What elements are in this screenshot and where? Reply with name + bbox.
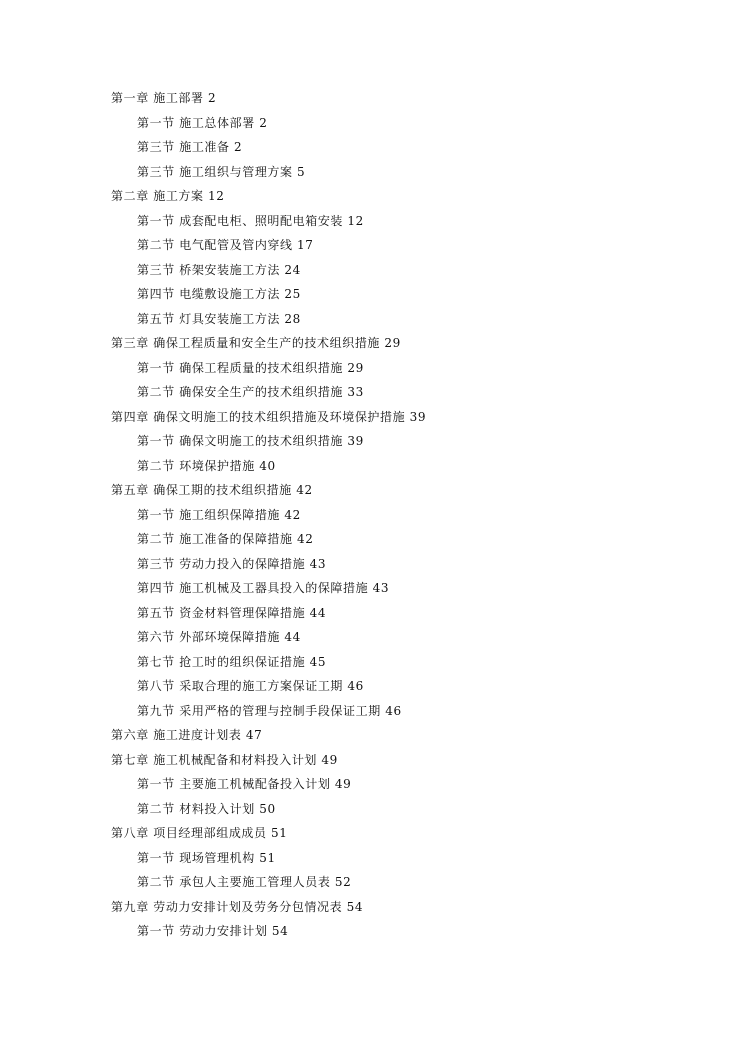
toc-entry-text: 第六章 施工进度计划表 47 — [111, 728, 263, 742]
toc-section-entry[interactable] — [0, 552, 744, 577]
toc-entry-text: 第四节 电缆敷设施工方法 25 — [137, 287, 301, 301]
toc-section-entry[interactable] — [0, 699, 744, 724]
toc-entry-text: 第一节 主要施工机械配备投入计划 49 — [137, 777, 352, 791]
toc-section-entry[interactable] — [0, 258, 744, 283]
toc-section-entry[interactable] — [0, 233, 744, 258]
toc-section-entry[interactable] — [0, 870, 744, 895]
toc-chapter-entry[interactable] — [0, 86, 744, 111]
toc-section-entry[interactable] — [0, 674, 744, 699]
toc-entry-text: 第三节 施工组织与管理方案 5 — [137, 164, 306, 179]
toc-chapter-entry[interactable] — [0, 184, 744, 209]
toc-entry-text: 第一节 确保文明施工的技术组织措施 39 — [137, 434, 364, 448]
toc-entry-text: 第二节 施工准备的保障措施 42 — [137, 532, 314, 546]
toc-entry-text: 第三章 确保工程质量和安全生产的技术组织措施 29 — [111, 336, 401, 350]
toc-section-entry[interactable] — [0, 135, 744, 160]
table-of-contents — [0, 86, 744, 944]
toc-entry-text: 第一节 现场管理机构 51 — [137, 850, 276, 865]
toc-entry-text: 第二章 施工方案 12 — [111, 189, 225, 203]
toc-section-entry[interactable] — [0, 429, 744, 454]
toc-entry-text: 第五节 灯具安装施工方法 28 — [137, 311, 301, 326]
toc-entry-text: 第八章 项目经理部组成成员 51 — [111, 826, 288, 840]
toc-entry-text: 第六节 外部环境保障措施 44 — [137, 630, 301, 644]
toc-entry-text: 第七章 施工机械配备和材料投入计划 49 — [111, 752, 338, 767]
toc-section-entry[interactable] — [0, 919, 744, 944]
toc-entry-text: 第三节 劳动力投入的保障措施 43 — [137, 556, 327, 571]
toc-section-entry[interactable] — [0, 772, 744, 797]
toc-entry-text: 第二节 材料投入计划 50 — [137, 801, 276, 816]
toc-section-entry[interactable] — [0, 601, 744, 626]
toc-section-entry[interactable] — [0, 356, 744, 381]
toc-entry-text: 第二节 电气配管及管内穿线 17 — [137, 238, 314, 252]
toc-chapter-entry[interactable] — [0, 723, 744, 748]
toc-entry-text: 第一章 施工部署 2 — [111, 91, 217, 105]
toc-section-entry[interactable] — [0, 625, 744, 650]
toc-entry-text: 第三节 施工准备 2 — [137, 140, 243, 154]
toc-entry-text: 第五章 确保工期的技术组织措施 42 — [111, 483, 313, 497]
toc-entry-text: 第二节 承包人主要施工管理人员表 52 — [137, 875, 352, 889]
toc-section-entry[interactable] — [0, 209, 744, 234]
toc-section-entry[interactable] — [0, 160, 744, 185]
toc-entry-text: 第一节 确保工程质量的技术组织措施 29 — [137, 360, 364, 375]
toc-section-entry[interactable] — [0, 454, 744, 479]
toc-chapter-entry[interactable] — [0, 405, 744, 430]
toc-entry-text: 第七节 抢工时的组织保证措施 45 — [137, 654, 327, 669]
toc-entry-text: 第一节 施工组织保障措施 42 — [137, 507, 301, 522]
toc-entry-text: 第一节 劳动力安排计划 54 — [137, 924, 289, 938]
toc-chapter-entry[interactable] — [0, 821, 744, 846]
toc-entry-text: 第一节 施工总体部署 2 — [137, 115, 268, 130]
toc-section-entry[interactable] — [0, 650, 744, 675]
toc-chapter-entry[interactable] — [0, 895, 744, 920]
toc-entry-text: 第三节 桥架安装施工方法 24 — [137, 262, 301, 277]
toc-chapter-entry[interactable] — [0, 331, 744, 356]
toc-entry-text: 第四章 确保文明施工的技术组织措施及环境保护措施 39 — [111, 409, 427, 424]
toc-entry-text: 第四节 施工机械及工器具投入的保障措施 43 — [137, 581, 390, 595]
toc-section-entry[interactable] — [0, 797, 744, 822]
toc-entry-text: 第二节 确保安全生产的技术组织措施 33 — [137, 385, 364, 399]
toc-chapter-entry[interactable] — [0, 748, 744, 773]
toc-section-entry[interactable] — [0, 380, 744, 405]
toc-chapter-entry[interactable] — [0, 478, 744, 503]
toc-section-entry[interactable] — [0, 282, 744, 307]
toc-entry-text: 第五节 资金材料管理保障措施 44 — [137, 605, 327, 620]
toc-section-entry[interactable] — [0, 846, 744, 871]
toc-section-entry[interactable] — [0, 527, 744, 552]
toc-entry-text: 第八节 采取合理的施工方案保证工期 46 — [137, 679, 364, 693]
toc-entry-text: 第九节 采用严格的管理与控制手段保证工期 46 — [137, 703, 402, 718]
toc-entry-text: 第一节 成套配电柜、照明配电箱安装 12 — [137, 213, 364, 228]
toc-entry-text: 第九章 劳动力安排计划及劳务分包情况表 54 — [111, 899, 364, 914]
toc-section-entry[interactable] — [0, 576, 744, 601]
toc-section-entry[interactable] — [0, 111, 744, 136]
toc-entry-text: 第二节 环境保护措施 40 — [137, 458, 276, 473]
toc-section-entry[interactable] — [0, 307, 744, 332]
toc-section-entry[interactable] — [0, 503, 744, 528]
